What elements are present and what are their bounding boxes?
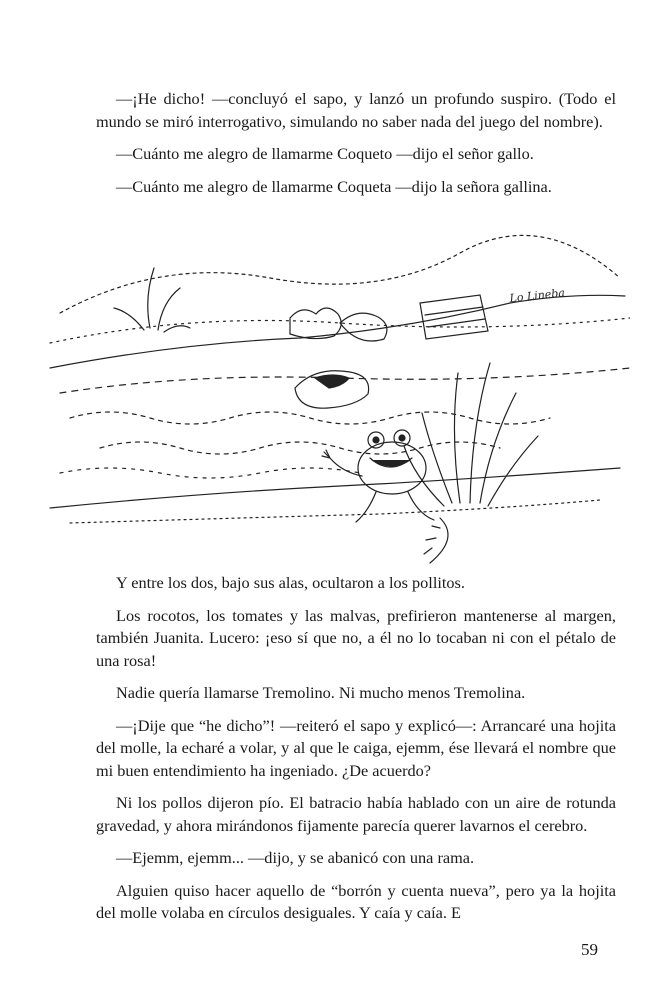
frog-leg	[356, 492, 434, 522]
paragraph: —Ejemm, ejemm... —dijo, y se abanicó con una rama.	[116, 848, 475, 867]
stone-wall-lines	[425, 307, 485, 327]
shore-line	[70, 500, 600, 523]
water-line	[100, 442, 500, 454]
frog-illustration	[40, 218, 630, 570]
paragraph: Nadie quería llamarse Tremolino. Ni mucho menos Tremolina.	[116, 683, 526, 702]
twig	[424, 518, 448, 563]
paragraph: Los rocotos, los tomates y las malvas, prefirieron mantenerse al margen, también Juanita. Lucero: ¡eso sí que no, a él no lo tocaban ni con el pétalo de una rosa!	[96, 605, 616, 670]
paragraph: Ni los pollos dijeron pío. El batracio había hablado con un aire de rotunda gravedad, y ahora mirándonos fijamente parecía querer lavarnos el cerebro.	[96, 793, 616, 835]
paragraph: Y entre los dos, bajo sus alas, ocultaron a los pollitos.	[116, 573, 465, 592]
stone-wall	[420, 295, 488, 339]
artist-signature: Lo Lineba	[508, 286, 566, 305]
paragraph: —Cuánto me alegro de llamarme Coqueta —dijo la señora gallina.	[116, 176, 552, 196]
shore-line	[50, 468, 620, 508]
top-text	[96, 88, 616, 208]
paragraph: —¡Dije que “he dicho”! —reiteró el sapo y explicó—: Arrancaré una hojita del molle, la echaré a volar, y al que le caiga, ejemm, ése llevará el nombre que mi buen entendimiento ha ingeniado. ¿De acuerdo?	[96, 715, 616, 780]
rock	[340, 313, 387, 341]
agave-plant	[114, 268, 190, 332]
page-number: 59	[581, 940, 598, 959]
water-line	[60, 468, 360, 478]
bottom-text	[96, 572, 616, 935]
frog	[322, 430, 434, 522]
reed-plant	[404, 363, 538, 506]
paragraph: —¡He dicho! —concluyó el sapo, y lanzó un profundo suspiro. (Todo el mundo se miró interrogativo, simulando no saber nada del juego del nombre).	[96, 89, 616, 131]
rock-shadow	[315, 375, 349, 388]
paragraph: Alguien quiso hacer aquello de “borrón y cuenta nueva”, pero ya la hojita del molle volaba en círculos desiguales. Y caía y caía. E	[96, 880, 616, 922]
paragraph: —Cuánto me alegro de llamarme Coqueto —dijo el señor gallo.	[116, 144, 534, 163]
